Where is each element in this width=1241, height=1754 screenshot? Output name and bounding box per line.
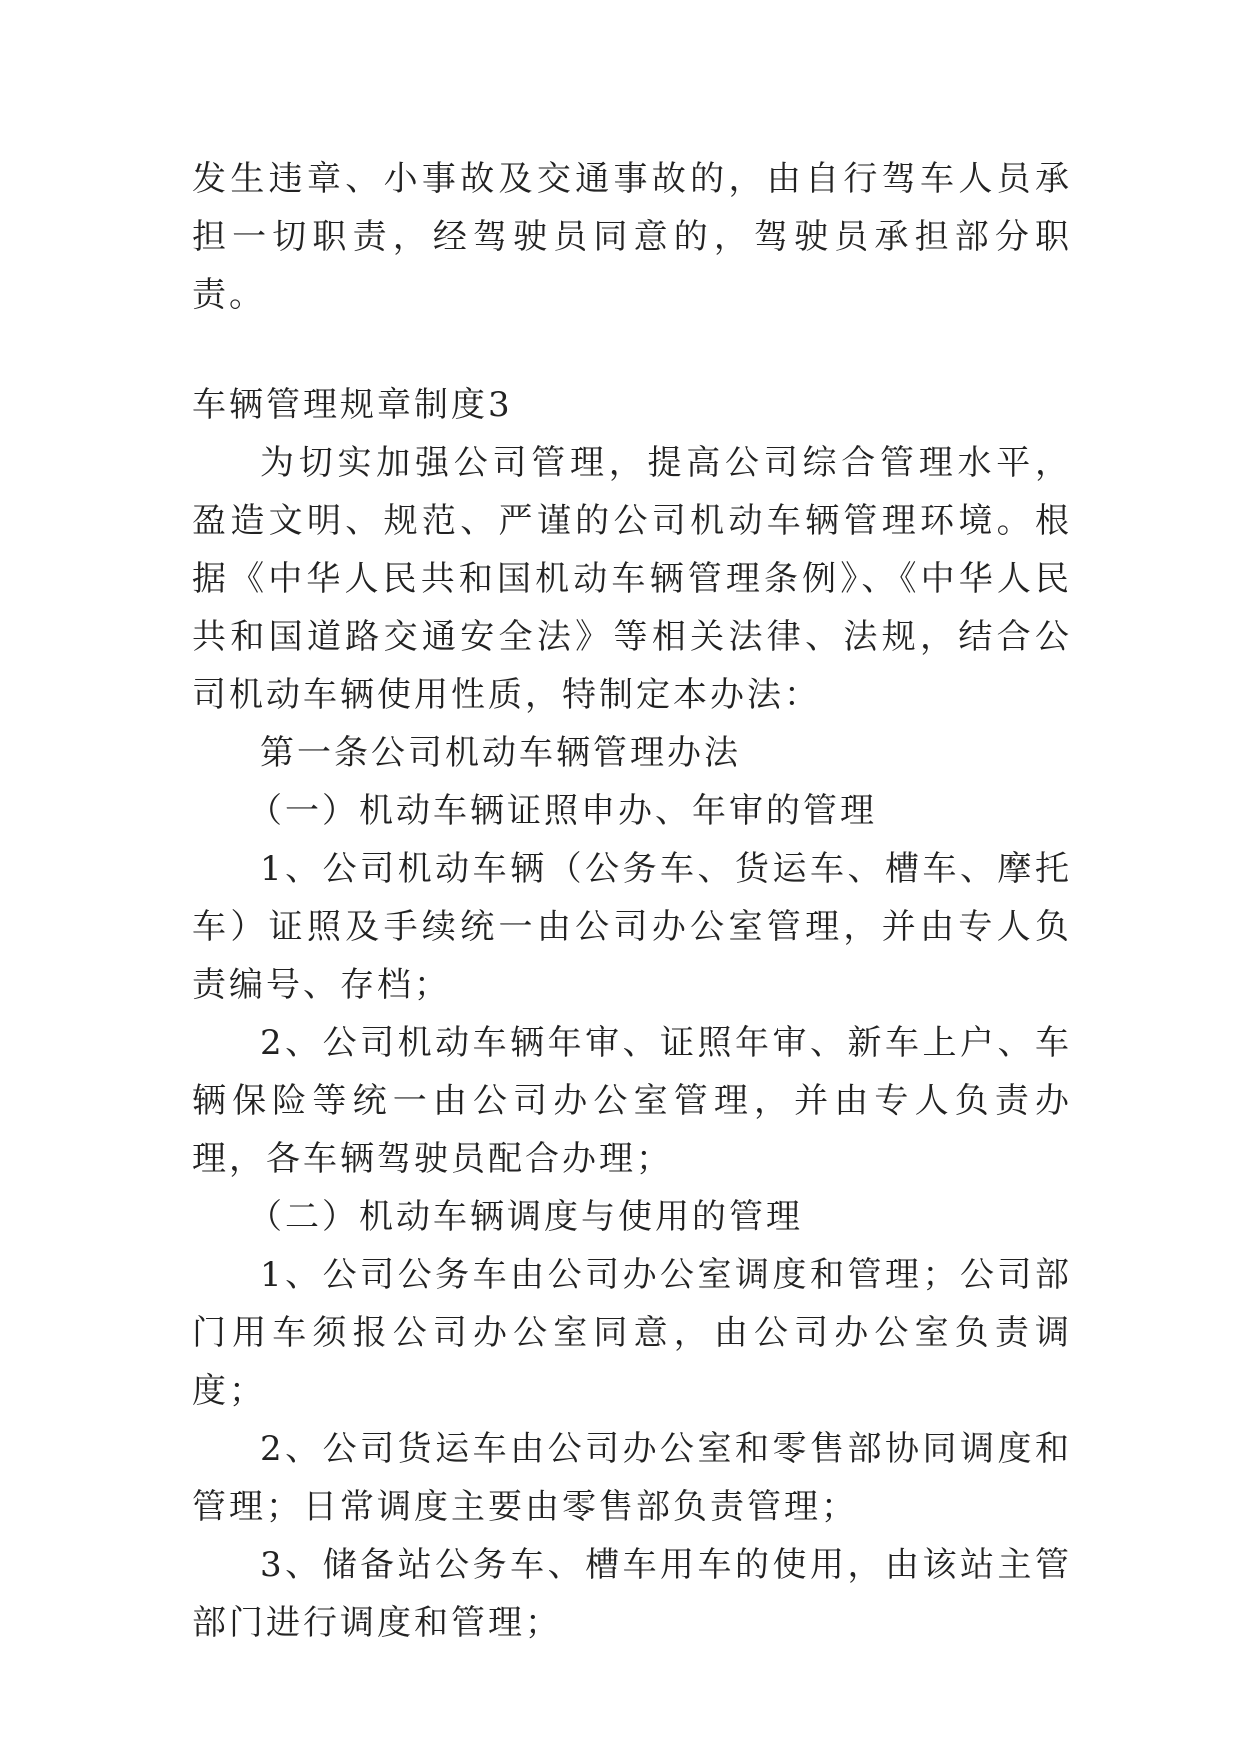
article-heading: 第一条公司机动车辆管理办法 <box>260 733 741 773</box>
paragraph-intro: 为切实加强公司管理，提高公司综合管理水平，盈造文明、规范、严谨的公司机动车辆管理环境。根据《中华人民共和国机动车辆管理条例》、《中华人民共和国道路交通安全法》等相关法律、法规，结合公司机动车辆使用性质，特制定本办法： <box>192 443 1072 715</box>
paragraph-continuation: 发生违章、小事故及交通事故的，由自行驾车人员承担一切职责，经驾驶员同意的，驾驶员承担部分职责。 <box>192 159 1072 315</box>
section-heading: 车辆管理规章制度3 <box>192 385 513 425</box>
subsection-heading-1: （一）机动车辆证照申办、年审的管理 <box>248 791 877 831</box>
document-body <box>192 150 1072 1652</box>
list-item: 1、公司公务车由公司办公室调度和管理；公司部门用车须报公司办公室同意，由公司办公室负责调度； <box>192 1255 1072 1411</box>
list-item: 2、公司机动车辆年审、证照年审、新车上户、车辆保险等统一由公司办公室管理，并由专人负责办理，各车辆驾驶员配合办理； <box>192 1023 1072 1179</box>
list-item: 1、公司机动车辆（公务车、货运车、槽车、摩托车）证照及手续统一由公司办公室管理，并由专人负责编号、存档； <box>192 849 1072 1005</box>
list-item: 3、储备站公务车、槽车用车的使用，由该站主管部门进行调度和管理； <box>192 1545 1072 1643</box>
list-item: 2、公司货运车由公司办公室和零售部协同调度和管理；日常调度主要由零售部负责管理； <box>192 1429 1072 1527</box>
subsection-heading-2: （二）机动车辆调度与使用的管理 <box>248 1197 803 1237</box>
